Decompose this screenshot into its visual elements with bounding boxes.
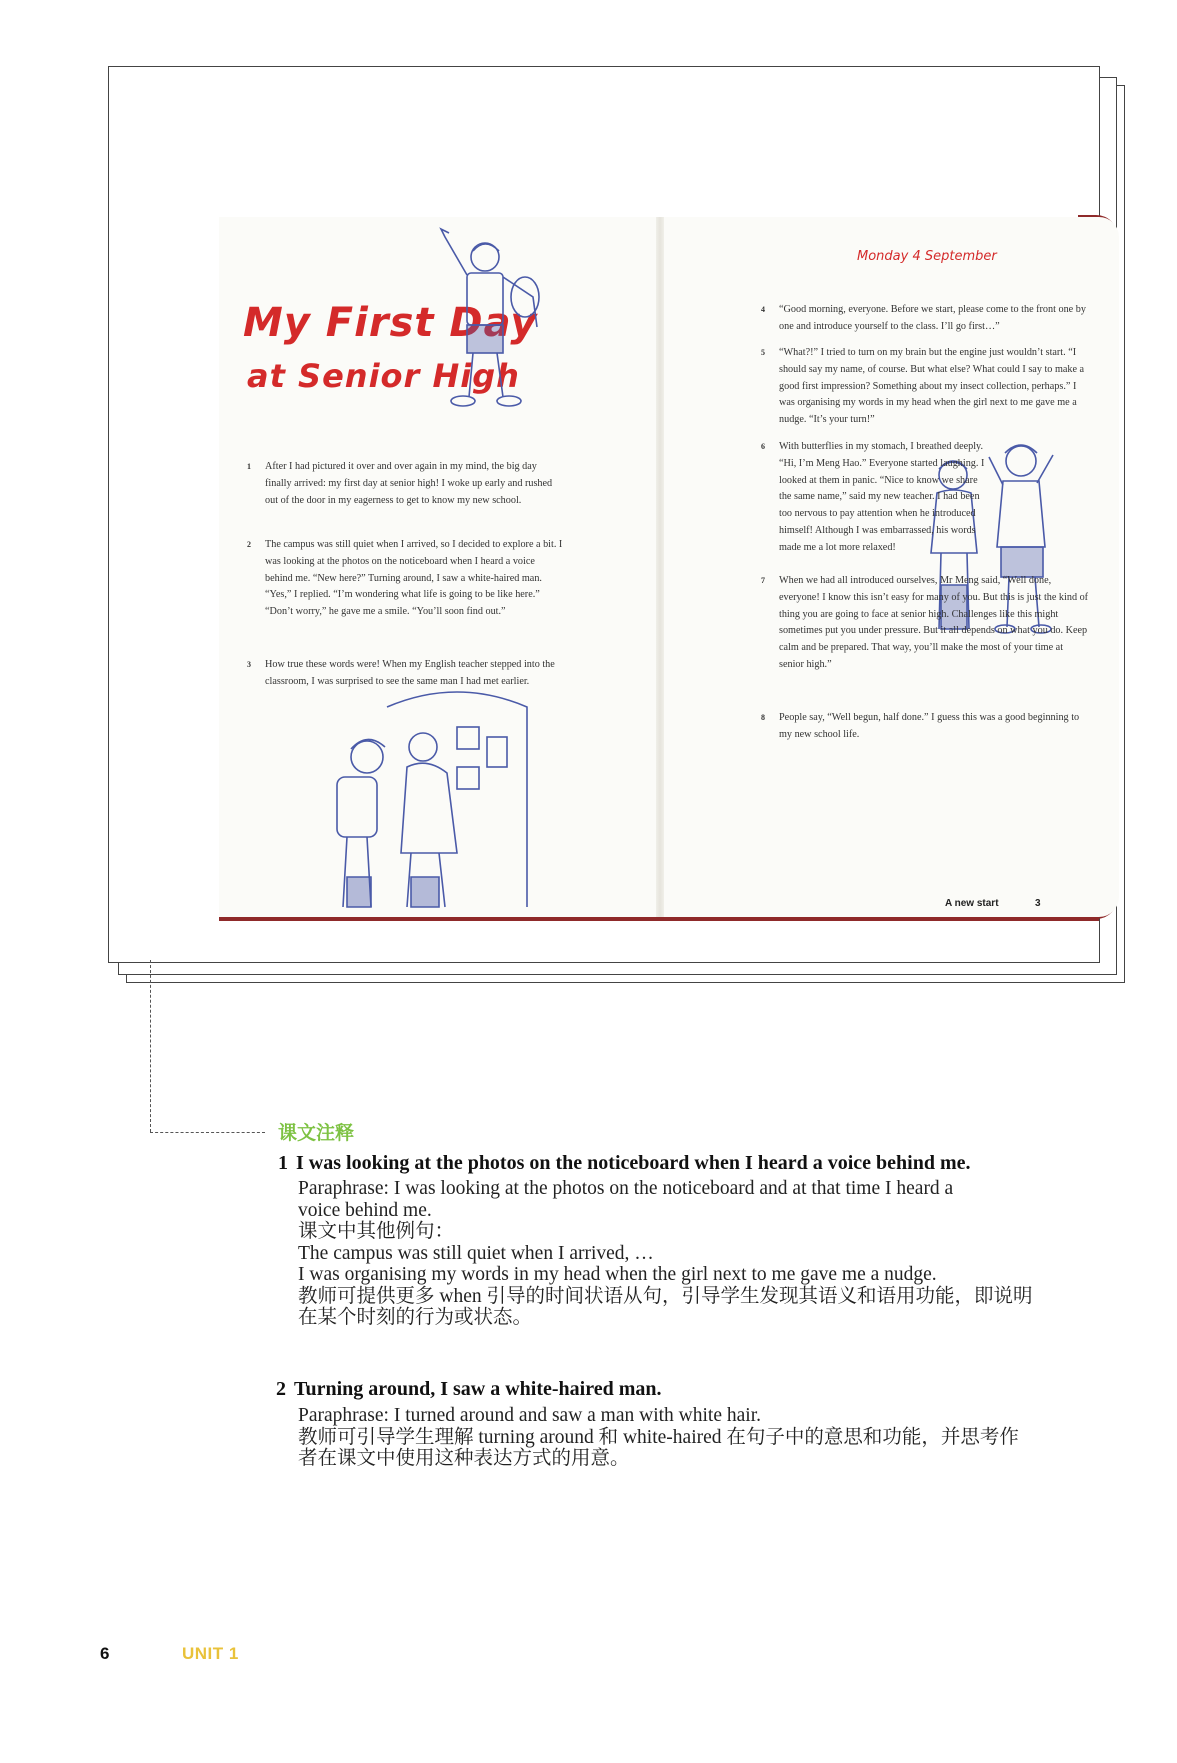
paragraph-number: 4 xyxy=(761,305,765,314)
note-number: 1 xyxy=(278,1152,288,1174)
paragraph-text: When we had all introduced ourselves, Mr Meng said, “Well done, everyone! I know this isn’t easy for many of you. But this is just the kind of thing you are going to face at senior high. Challenges like this might sometimes put you under pressure. But it all depends on what you do. Keep calm and be prepared. That way, you’ll make the most of your time at senior high.” xyxy=(779,575,1089,670)
paragraph-number: 8 xyxy=(761,713,765,722)
paragraph-number: 7 xyxy=(761,576,765,585)
note-line: I was organising my words in my head when the girl next to me gave me a nudge. xyxy=(298,1264,937,1285)
boy-waving-illustration xyxy=(437,225,547,415)
note-line: 者在课文中使用这种表达方式的用意。 xyxy=(298,1448,630,1469)
note-line: 教师可提供更多 when 引导的时间状语从句，引导学生发现其语义和语用功能，即说明 xyxy=(298,1285,1033,1307)
notes-heading: 课文注释 xyxy=(278,1122,355,1144)
story-paragraph xyxy=(761,573,1089,674)
note-line: Paraphrase: I was looking at the photos on the noticeboard and at that time I heard a xyxy=(298,1178,954,1199)
noticeboard-illustration xyxy=(327,677,537,917)
note-title-text: Turning around, I saw a white-haired man. xyxy=(294,1378,662,1400)
book-footer-section: A new start xyxy=(945,898,999,909)
note-line: 教师可引导学生理解 turning around 和 white-haired 在句子中的意思和功能，并思考作 xyxy=(298,1426,1019,1448)
paragraph-number: 6 xyxy=(761,442,765,451)
paragraph-text: “What?!” I tried to turn on my brain but the engine just wouldn’t start. “I should say my name, of course. But what else? What could I say to make a good first impression? Something about my insect collection, perhaps.” I was organising my words in my head when the girl next to me gave me a nudge. “It’s your turn!” xyxy=(779,347,1085,426)
paragraph-text: After I had pictured it over and over again in my mind, the big day finally arrived: my first day at senior high! I woke up early and rushed out of the door in my eagerness to get to know my new school. xyxy=(265,461,553,506)
note-body xyxy=(298,1178,1104,1329)
story-paragraph xyxy=(761,302,1089,336)
story-paragraph xyxy=(247,537,565,621)
diary-date: Monday 4 September xyxy=(857,249,997,264)
story-paragraph xyxy=(247,459,565,509)
note-line: The campus was still quiet when I arrived, … xyxy=(298,1242,654,1264)
unit-label: UNIT 1 xyxy=(182,1644,239,1663)
textbook-spread xyxy=(219,217,1104,927)
note-line: 课文中其他例句： xyxy=(298,1221,455,1242)
story-paragraph xyxy=(761,710,1089,744)
note-title-text: I was looking at the photos on the noticeboard when I heard a voice behind me. xyxy=(296,1152,971,1174)
book-footer-page-number: 3 xyxy=(1035,898,1041,909)
page-number: 6 xyxy=(100,1644,110,1663)
paragraph-text: People say, “Well begun, half done.” I guess this was a good beginning to my new school life. xyxy=(779,712,1080,740)
story-title-line2: at Senior High xyxy=(247,357,520,395)
story-title-line1: My First Day xyxy=(243,300,538,346)
note-title xyxy=(276,1378,662,1401)
paragraph-number: 2 xyxy=(247,540,251,549)
paragraph-number: 5 xyxy=(761,348,765,357)
story-paragraph xyxy=(247,657,565,691)
paragraph-text: With butterflies in my stomach, I breathed deeply. “Hi, I’m Meng Hao.” Everyone started laughing. I looked at them in panic. “Nice to know we share the same name,” said my new teacher. I had been too nervous to pay attention when he introduced himself! Although I was embarrassed, his words made me a lot more relaxed! xyxy=(779,441,985,553)
paragraph-number: 3 xyxy=(247,660,251,669)
note-line: voice behind me. xyxy=(298,1199,432,1221)
story-paragraph xyxy=(761,439,989,557)
note-body xyxy=(298,1405,1104,1470)
stacked-page-front xyxy=(108,66,1100,963)
book-gutter xyxy=(656,217,664,917)
leader-line-horizontal xyxy=(150,1132,265,1133)
note-line: Paraphrase: I turned around and saw a man with white hair. xyxy=(298,1405,761,1426)
note-line: 在某个时刻的行为或状态。 xyxy=(298,1307,533,1328)
paragraph-text: The campus was still quiet when I arrived, so I decided to explore a bit. I was looking at the photos on the noticeboard when I heard a voice behind me. “New here?” Turning around, I saw a white-haired man. “Yes,” I replied. “I’m wondering what life is going to be like here.” “Don’t worry,” he gave me a smile. “You’ll soon find out.” xyxy=(265,539,563,618)
story-paragraph xyxy=(761,345,1089,429)
leader-line-vertical xyxy=(150,960,151,1132)
paragraph-text: “Good morning, everyone. Before we start, please come to the front one by one and introduce yourself to the class. I’ll go first…” xyxy=(779,304,1086,332)
paragraph-number: 1 xyxy=(247,462,251,471)
note-title xyxy=(278,1152,971,1175)
paragraph-text: How true these words were! When my English teacher stepped into the classroom, I was surprised to see the same man I had met earlier. xyxy=(265,659,555,687)
note-number: 2 xyxy=(276,1378,286,1400)
